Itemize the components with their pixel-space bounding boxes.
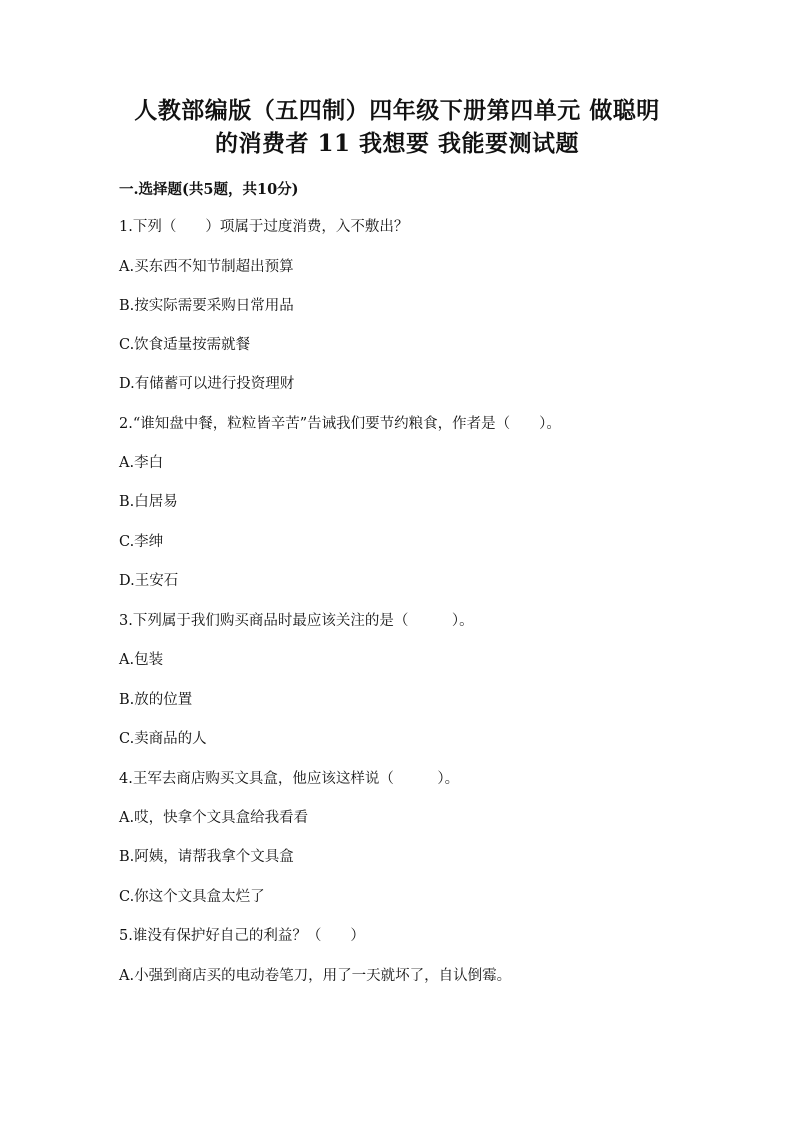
question-4-option-b: B.阿姨，请帮我拿个文具盒: [119, 849, 294, 865]
question-2-option-b: B.白居易: [119, 494, 178, 510]
question-4-option-c: C.你这个文具盒太烂了: [119, 889, 265, 905]
question-1-option-d: D.有储蓄可以进行投资理财: [119, 376, 295, 392]
question-4-stem: 4.王军去商店购买文具盒，他应该这样说（ ）。: [119, 771, 460, 787]
question-2-option-d: D.王安石: [119, 573, 179, 589]
question-3-option-a: A.包装: [119, 652, 164, 668]
question-4-option-a: A.哎，快拿个文具盒给我看看: [119, 810, 309, 826]
question-3-option-c: C.卖商品的人: [119, 731, 207, 747]
question-1-stem: 1.下列（ ）项属于过度消费，入不敷出？: [119, 219, 409, 235]
question-1-option-b: B.按实际需要采购日常用品: [119, 298, 294, 314]
question-3-stem: 3.下列属于我们购买商品时最应该关注的是（ ）。: [119, 613, 474, 629]
question-5-option-a: A.小强到商店买的电动卷笔刀，用了一天就坏了，自认倒霉。: [119, 968, 512, 984]
page-title-line-1: 人教部编版（五四制）四年级下册第四单元 做聪明: [134, 97, 660, 124]
page-title-line-2: 的消费者 11 我想要 我能要测试题: [214, 130, 580, 157]
question-5-stem: 5.谁没有保护好自己的利益？（ ）: [119, 928, 365, 944]
question-2-option-a: A.李白: [119, 455, 164, 471]
question-1-option-a: A.买东西不知节制超出预算: [119, 259, 294, 275]
question-2-stem: 2.“谁知盘中餐，粒粒皆辛苦”告诫我们要节约粮食，作者是（ ）。: [119, 416, 561, 432]
question-1-option-c: C.饮食适量按需就餐: [119, 337, 251, 353]
question-2-option-c: C.李绅: [119, 534, 164, 550]
question-3-option-b: B.放的位置: [119, 692, 193, 708]
section-heading: 一.选择题(共5题，共10分): [119, 181, 299, 198]
